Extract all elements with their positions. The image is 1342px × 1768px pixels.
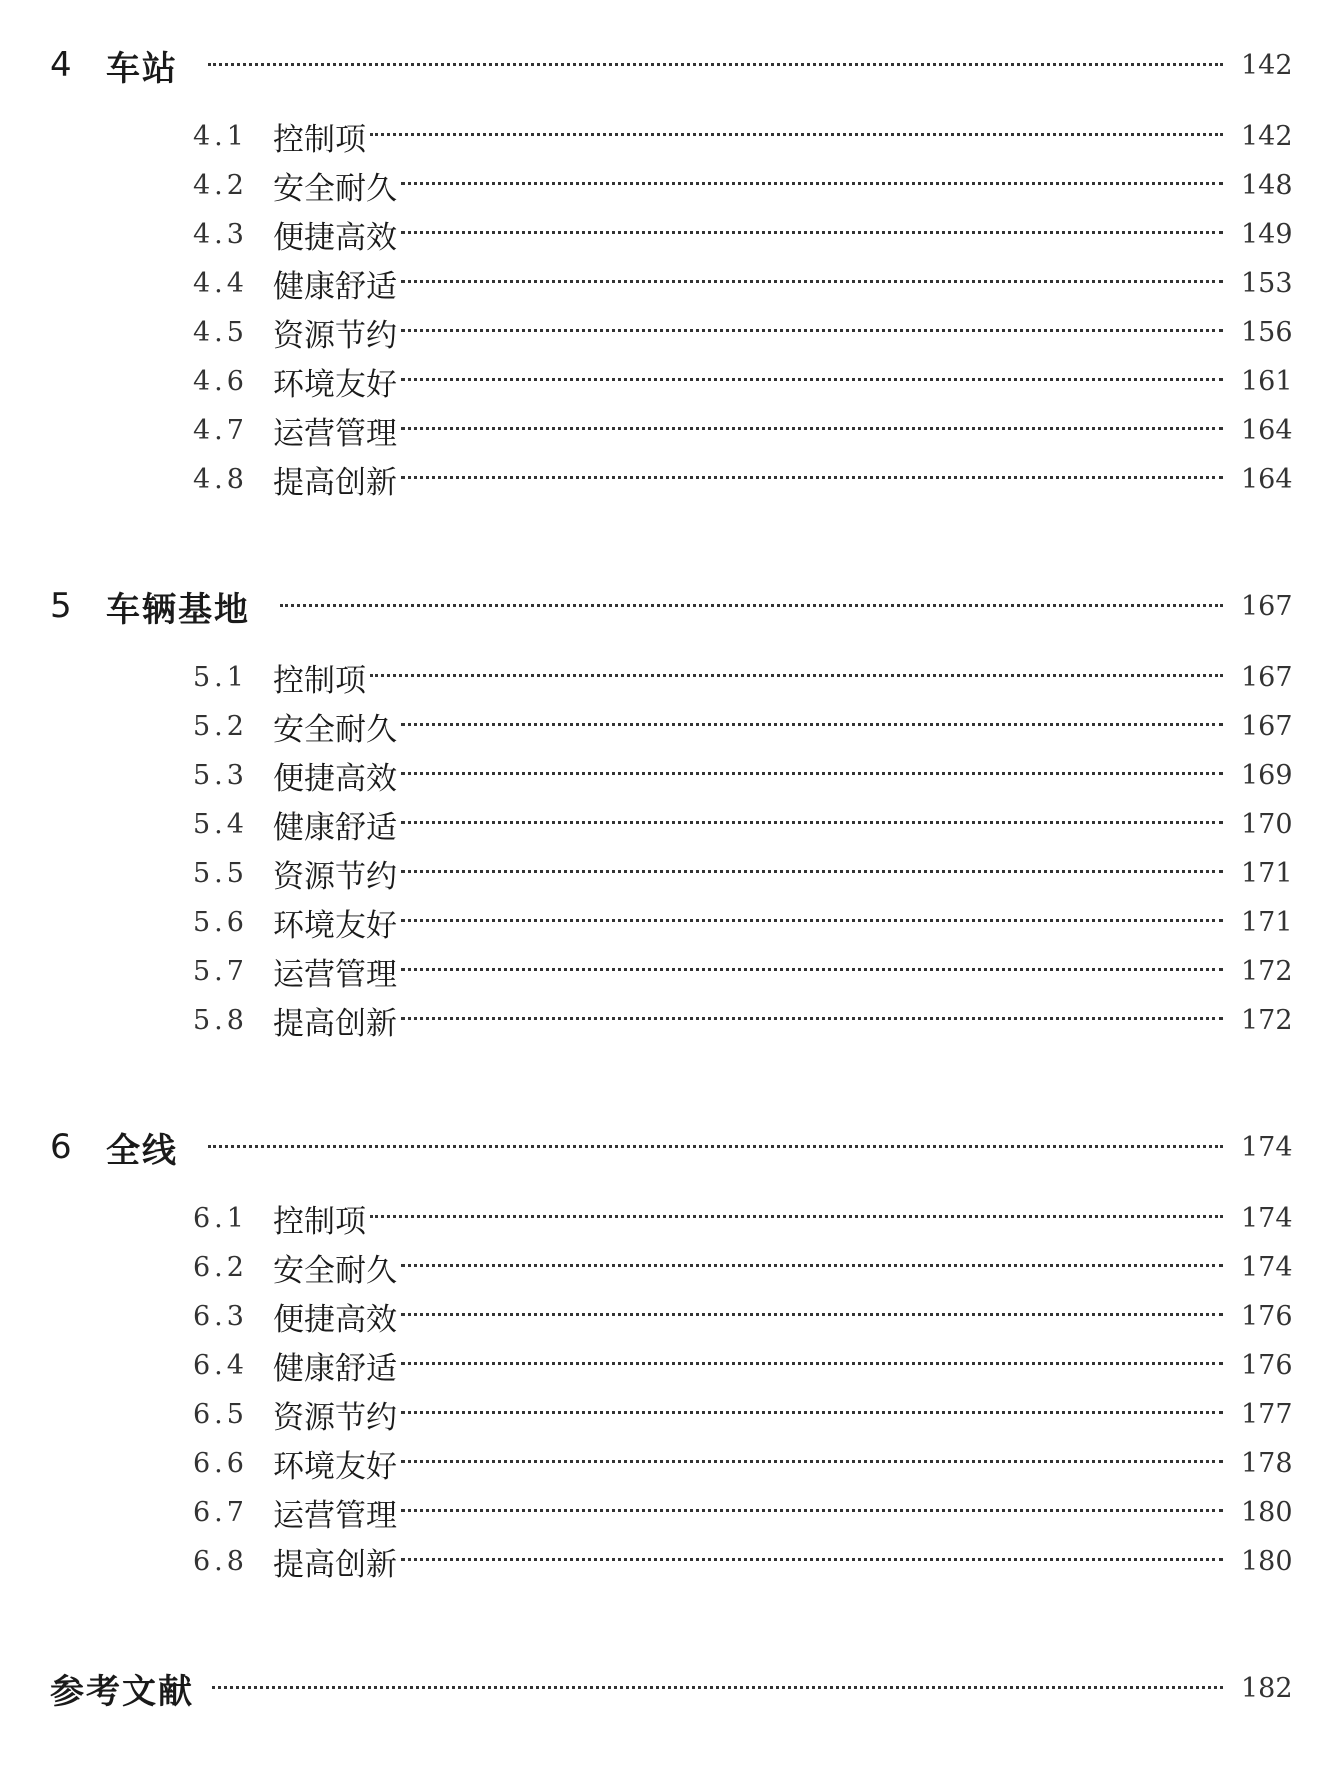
- references-title: 参考文献: [50, 1671, 194, 1712]
- page-number: 178: [1241, 1447, 1293, 1479]
- section-number: 4.6: [193, 365, 248, 397]
- section-title: 安全耐久: [273, 170, 397, 207]
- toc-section-5-8[interactable]: [193, 998, 1291, 1042]
- dot-leader: [401, 870, 1223, 873]
- toc-section-5-1[interactable]: [193, 655, 1291, 699]
- toc-references[interactable]: [50, 1666, 1291, 1710]
- page-number: 176: [1241, 1300, 1293, 1332]
- section-number: 4.7: [193, 414, 248, 446]
- toc-section-4-4[interactable]: [193, 261, 1291, 305]
- chapter-title: 车辆基地: [106, 589, 250, 630]
- toc-section-6-7[interactable]: [193, 1490, 1291, 1534]
- toc-section-4-8[interactable]: [193, 457, 1291, 501]
- dot-leader: [401, 378, 1223, 381]
- section-number: 6.5: [193, 1398, 248, 1430]
- toc-section-6-2[interactable]: [193, 1245, 1291, 1289]
- dot-leader: [401, 772, 1223, 775]
- toc-section-6-8[interactable]: [193, 1539, 1291, 1583]
- toc-section-5-2[interactable]: [193, 704, 1291, 748]
- toc-section-6-4[interactable]: [193, 1343, 1291, 1387]
- section-number: 4.1: [193, 120, 248, 152]
- section-number: 4.3: [193, 218, 248, 250]
- toc-section-4-2[interactable]: [193, 163, 1291, 207]
- section-number: 4.8: [193, 463, 248, 495]
- section-number: 6.1: [193, 1202, 248, 1234]
- page-number: 171: [1241, 906, 1293, 938]
- section-title: 健康舒适: [273, 1350, 397, 1387]
- toc-section-6-1[interactable]: [193, 1196, 1291, 1240]
- page-number: 177: [1241, 1398, 1293, 1430]
- dot-leader: [280, 604, 1223, 607]
- dot-leader: [401, 1362, 1223, 1365]
- dot-leader: [401, 1411, 1223, 1414]
- page-number: 170: [1241, 808, 1293, 840]
- toc-section-4-3[interactable]: [193, 212, 1291, 256]
- section-number: 4.5: [193, 316, 248, 348]
- section-number: 5.2: [193, 710, 248, 742]
- page-number: 148: [1241, 169, 1293, 201]
- section-title: 安全耐久: [273, 711, 397, 748]
- dot-leader: [401, 329, 1223, 332]
- dot-leader: [370, 1215, 1223, 1218]
- toc-section-6-6[interactable]: [193, 1441, 1291, 1485]
- toc-section-5-5[interactable]: [193, 851, 1291, 895]
- section-number: 4.4: [193, 267, 248, 299]
- section-title: 便捷高效: [273, 219, 397, 256]
- page-number: 142: [1241, 120, 1293, 152]
- section-number: 6.7: [193, 1496, 248, 1528]
- dot-leader: [401, 1460, 1223, 1463]
- dot-leader: [208, 1145, 1223, 1148]
- section-title: 运营管理: [273, 415, 397, 452]
- dot-leader: [212, 1686, 1223, 1689]
- section-title: 环境友好: [273, 1448, 397, 1485]
- section-title: 资源节约: [273, 858, 397, 895]
- section-number: 4.2: [193, 169, 248, 201]
- toc-section-4-6[interactable]: [193, 359, 1291, 403]
- dot-leader: [370, 133, 1223, 136]
- page-number: 174: [1241, 1131, 1293, 1163]
- section-number: 5.4: [193, 808, 248, 840]
- page-number: 167: [1241, 710, 1293, 742]
- page-number: 174: [1241, 1251, 1293, 1283]
- section-number: 6.3: [193, 1300, 248, 1332]
- section-number: 5.1: [193, 661, 248, 693]
- section-title: 运营管理: [273, 1497, 397, 1534]
- section-title: 资源节约: [273, 1399, 397, 1436]
- page-number: 149: [1241, 218, 1293, 250]
- dot-leader: [401, 231, 1223, 234]
- dot-leader: [401, 1264, 1223, 1267]
- section-number: 5.7: [193, 955, 248, 987]
- page-number: 156: [1241, 316, 1293, 348]
- page-number: 180: [1241, 1545, 1293, 1577]
- dot-leader: [401, 427, 1223, 430]
- chapter-title: 车站: [106, 48, 178, 89]
- page-number: 172: [1241, 1004, 1293, 1036]
- toc-section-6-3[interactable]: [193, 1294, 1291, 1338]
- toc-section-4-1[interactable]: [193, 114, 1291, 158]
- section-title: 环境友好: [273, 366, 397, 403]
- page-number: 182: [1241, 1672, 1293, 1704]
- section-title: 便捷高效: [273, 760, 397, 797]
- section-number: 5.5: [193, 857, 248, 889]
- dot-leader: [401, 280, 1223, 283]
- section-title: 运营管理: [273, 956, 397, 993]
- dot-leader: [401, 1509, 1223, 1512]
- chapter-title: 全线: [106, 1130, 178, 1171]
- page-number: 167: [1241, 661, 1293, 693]
- section-title: 资源节约: [273, 317, 397, 354]
- toc-chapter-6[interactable]: [50, 1125, 1291, 1169]
- chapter-number: 5: [50, 586, 72, 626]
- dot-leader: [401, 1558, 1223, 1561]
- toc-section-5-6[interactable]: [193, 900, 1291, 944]
- section-title: 控制项: [273, 1203, 366, 1240]
- section-title: 提高创新: [273, 1005, 397, 1042]
- page-number: 167: [1241, 590, 1293, 622]
- dot-leader: [401, 968, 1223, 971]
- dot-leader: [401, 182, 1223, 185]
- page-number: 142: [1241, 49, 1293, 81]
- page-number: 169: [1241, 759, 1293, 791]
- dot-leader: [401, 476, 1223, 479]
- toc-chapter-4[interactable]: [50, 43, 1291, 87]
- dot-leader: [401, 1017, 1223, 1020]
- section-title: 控制项: [273, 662, 366, 699]
- page-number: 180: [1241, 1496, 1293, 1528]
- chapter-number: 6: [50, 1127, 72, 1167]
- page-number: 172: [1241, 955, 1293, 987]
- page-number: 171: [1241, 857, 1293, 889]
- section-title: 健康舒适: [273, 809, 397, 846]
- toc-section-5-3[interactable]: [193, 753, 1291, 797]
- section-title: 提高创新: [273, 464, 397, 501]
- section-title: 健康舒适: [273, 268, 397, 305]
- section-number: 6.6: [193, 1447, 248, 1479]
- toc-section-5-7[interactable]: [193, 949, 1291, 993]
- section-number: 6.2: [193, 1251, 248, 1283]
- toc-section-6-5[interactable]: [193, 1392, 1291, 1436]
- dot-leader: [208, 63, 1223, 66]
- dot-leader: [401, 919, 1223, 922]
- section-title: 便捷高效: [273, 1301, 397, 1338]
- section-number: 6.8: [193, 1545, 248, 1577]
- section-number: 6.4: [193, 1349, 248, 1381]
- section-title: 环境友好: [273, 907, 397, 944]
- section-number: 5.3: [193, 759, 248, 791]
- dot-leader: [401, 821, 1223, 824]
- toc-section-5-4[interactable]: [193, 802, 1291, 846]
- section-title: 安全耐久: [273, 1252, 397, 1289]
- chapter-number: 4: [50, 45, 72, 85]
- toc-section-4-5[interactable]: [193, 310, 1291, 354]
- page-number: 174: [1241, 1202, 1293, 1234]
- dot-leader: [401, 1313, 1223, 1316]
- section-number: 5.8: [193, 1004, 248, 1036]
- section-title: 控制项: [273, 121, 366, 158]
- page-number: 153: [1241, 267, 1293, 299]
- toc-section-4-7[interactable]: [193, 408, 1291, 452]
- page-number: 164: [1241, 463, 1293, 495]
- dot-leader: [370, 674, 1223, 677]
- page-number: 164: [1241, 414, 1293, 446]
- section-number: 5.6: [193, 906, 248, 938]
- dot-leader: [401, 723, 1223, 726]
- page-number: 176: [1241, 1349, 1293, 1381]
- page-number: 161: [1241, 365, 1293, 397]
- toc-chapter-5[interactable]: [50, 584, 1291, 628]
- section-title: 提高创新: [273, 1546, 397, 1583]
